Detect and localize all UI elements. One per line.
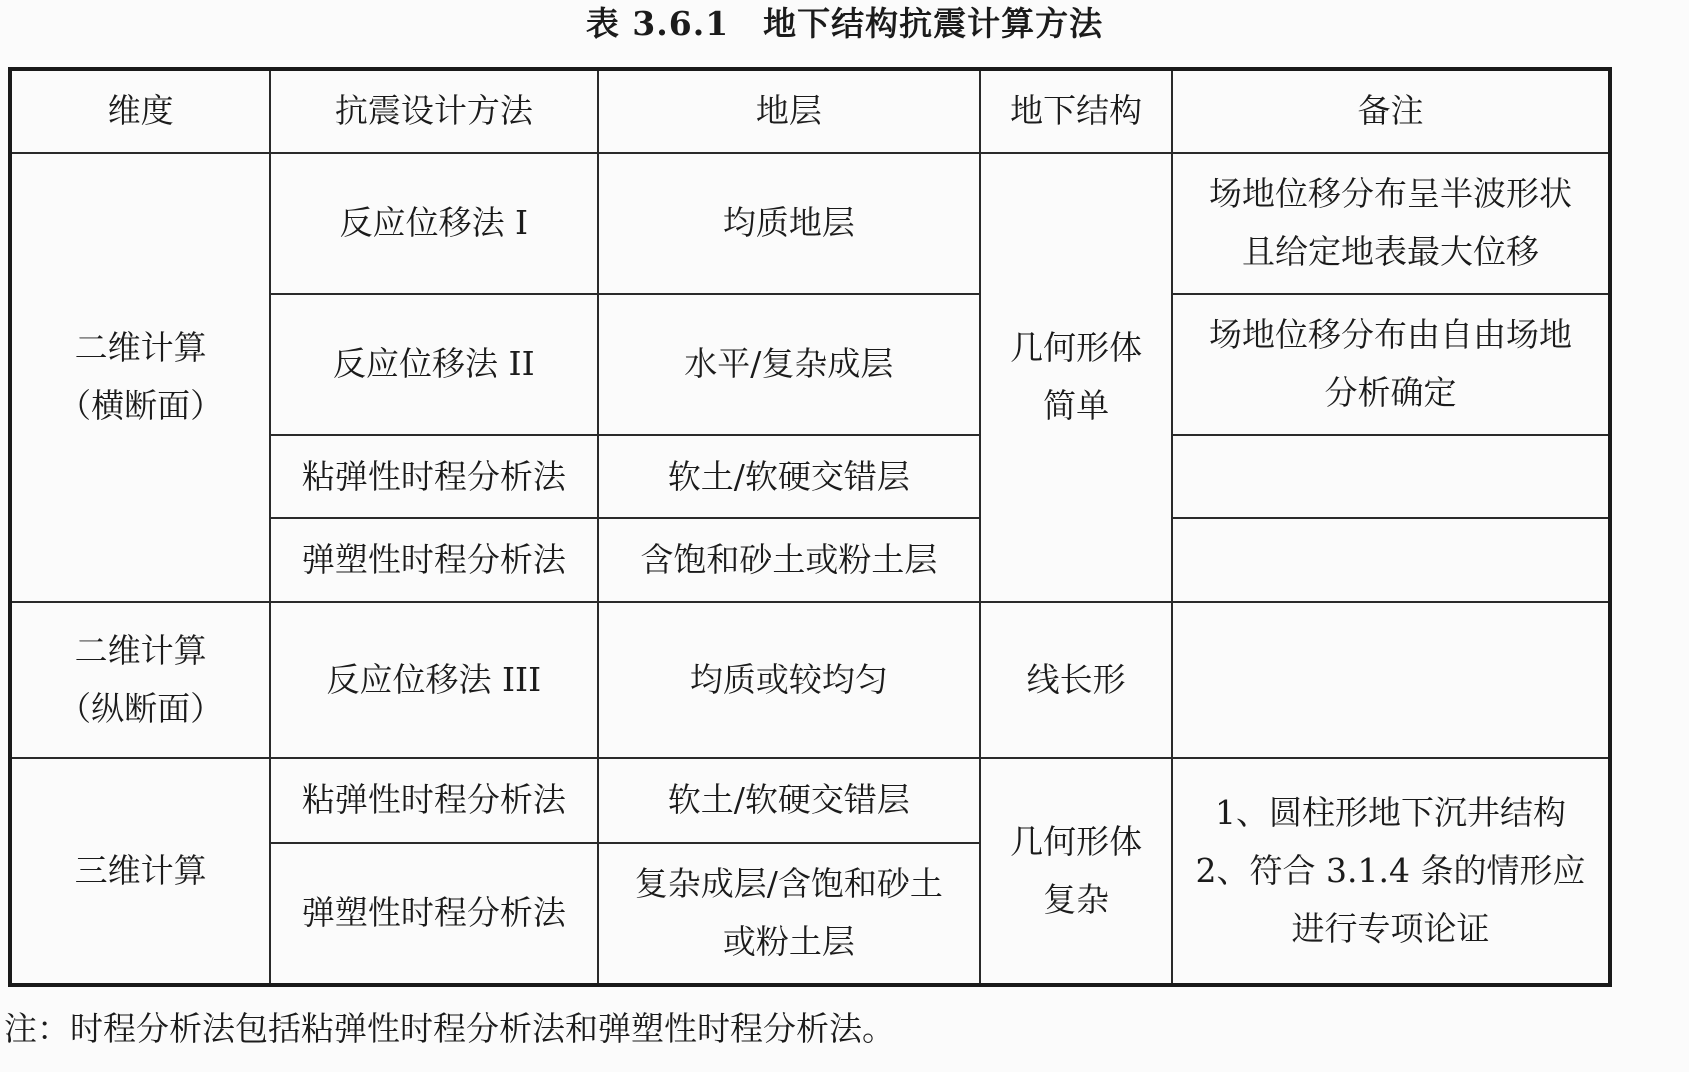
header-row	[10, 69, 1610, 153]
table-row	[10, 758, 1610, 843]
header-structure: 地下结构	[980, 69, 1172, 153]
remark-cell: 场地位移分布由自由场地 分析确定	[1172, 294, 1610, 435]
remark-cell: 场地位移分布呈半波形状 且给定地表最大位移	[1172, 153, 1610, 294]
stratum-cell: 复杂成层/含饱和砂土 或粉土层	[598, 843, 981, 985]
table-number: 表 3.6.1	[585, 4, 730, 43]
table-row	[10, 602, 1610, 758]
header-method: 抗震设计方法	[270, 69, 597, 153]
stratum-cell: 软土/软硬交错层	[598, 435, 981, 519]
method-cell: 粘弹性时程分析法	[270, 758, 597, 843]
remark-cell	[1172, 518, 1610, 602]
method-cell: 粘弹性时程分析法	[270, 435, 597, 519]
dimension-cell: 三维计算	[10, 758, 270, 985]
remark-cell: 1、圆柱形地下沉井结构 2、符合 3.1.4 条的情形应 进行专项论证	[1172, 758, 1610, 985]
structure-cell: 线长形	[980, 602, 1172, 758]
header-dimension: 维度	[10, 69, 270, 153]
remark-cell	[1172, 602, 1610, 758]
method-cell: 弹塑性时程分析法	[270, 518, 597, 602]
structure-cell: 几何形体 复杂	[980, 758, 1172, 985]
method-cell: 反应位移法 I	[270, 153, 597, 294]
seismic-method-table	[8, 67, 1612, 987]
table-title	[0, 2, 1689, 46]
stratum-cell: 均质地层	[598, 153, 981, 294]
stratum-cell: 含饱和砂土或粉土层	[598, 518, 981, 602]
stratum-cell: 软土/软硬交错层	[598, 758, 981, 843]
dimension-cell: 二维计算 （横断面）	[10, 153, 270, 602]
table-footnote: 注：时程分析法包括粘弹性时程分析法和弹塑性时程分析法。	[4, 1009, 895, 1048]
method-cell: 反应位移法 III	[270, 602, 597, 758]
dimension-cell: 二维计算 （纵断面）	[10, 602, 270, 758]
header-stratum: 地层	[598, 69, 981, 153]
stratum-cell: 均质或较均匀	[598, 602, 981, 758]
header-remark: 备注	[1172, 69, 1610, 153]
table-row	[10, 153, 1610, 294]
method-cell: 反应位移法 II	[270, 294, 597, 435]
stratum-cell: 水平/复杂成层	[598, 294, 981, 435]
method-cell: 弹塑性时程分析法	[270, 843, 597, 985]
table-caption: 地下结构抗震计算方法	[763, 4, 1104, 43]
remark-cell	[1172, 435, 1610, 519]
structure-cell: 几何形体 简单	[980, 153, 1172, 602]
